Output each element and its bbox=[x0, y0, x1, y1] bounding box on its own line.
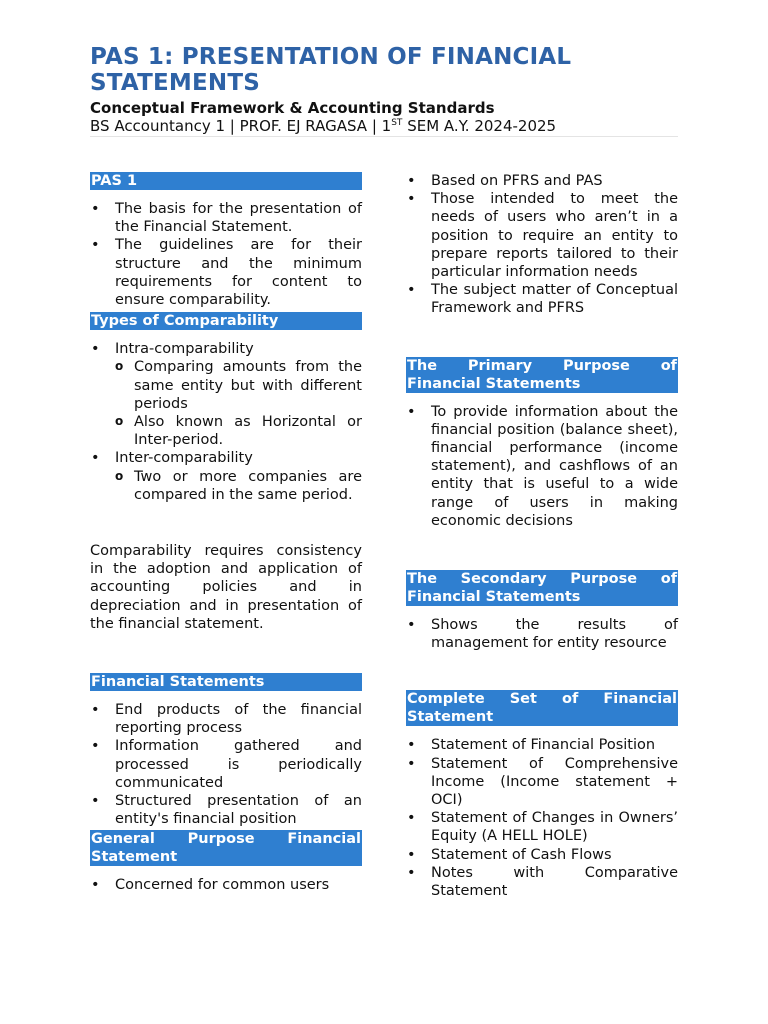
list-item-label: Inter-comparability bbox=[115, 450, 253, 467]
sub-list-item: o Also known as Horizontal or Inter-period. bbox=[115, 413, 362, 449]
list-item: • Structured presentation of an entity's financial position bbox=[90, 792, 362, 828]
sub-list-item: o Two or more companies are compared in the same period. bbox=[115, 468, 362, 504]
list-item-label: Intra-comparability bbox=[115, 341, 254, 358]
section-heading-secondary-purpose: The Secondary Purpose of Financial Statements bbox=[407, 571, 677, 606]
intra-sub-list bbox=[115, 358, 362, 449]
list-item: • The subject matter of Conceptual Framework and PFRS bbox=[406, 281, 678, 317]
course-info-suffix: SEM A.Y. 2024-2025 bbox=[402, 117, 557, 135]
section-heading-complete-set: Complete Set of Financial Statement bbox=[407, 691, 677, 726]
section-heading-financial-statements: Financial Statements bbox=[90, 673, 362, 691]
section-heading-general-purpose-fs: General Purpose Financial Statement bbox=[91, 831, 361, 866]
list-item: • Those intended to meet the needs of users who aren’t in a position to require an entity to prepare reports tailored to their particular information needs bbox=[406, 190, 678, 281]
section-heading-pas1: PAS 1 bbox=[90, 172, 362, 190]
list-item: • Concerned for common users bbox=[90, 876, 362, 894]
right-column bbox=[406, 172, 678, 900]
header-divider bbox=[90, 136, 678, 137]
page-title: PAS 1: PRESENTATION OF FINANCIAL STATEMENTS bbox=[90, 44, 572, 96]
list-item: • End products of the financial reporting process bbox=[90, 701, 362, 737]
comparability-paragraph: Comparability requires consistency in the adoption and application of accounting policies and in depreciation and in presentation of the financial statement. bbox=[90, 543, 362, 632]
list-item: • Shows the results of management for entity resource bbox=[406, 616, 678, 652]
pas-basis-list bbox=[406, 172, 678, 318]
page-subtitle: Conceptual Framework & Accounting Standards bbox=[90, 99, 495, 117]
course-info-prefix: BS Accountancy 1 | PROF. EJ RAGASA | 1 bbox=[90, 117, 392, 135]
comparability-list bbox=[90, 340, 362, 504]
secondary-purpose-list bbox=[406, 616, 678, 652]
list-item: • Statement of Changes in Owners’ Equity (A HELL HOLE) bbox=[406, 809, 678, 845]
gpfs-list bbox=[90, 876, 362, 894]
section-heading-primary-purpose: The Primary Purpose of Financial Statements bbox=[407, 357, 677, 392]
section-heading-types-of-comparability: Types of Comparability bbox=[90, 312, 362, 330]
sub-list-item: o Comparing amounts from the same entity but with different periods bbox=[115, 358, 362, 413]
primary-purpose-list bbox=[406, 403, 678, 530]
left-column bbox=[90, 172, 362, 895]
financial-statements-list bbox=[90, 701, 362, 828]
course-info-sup: ST bbox=[391, 118, 403, 128]
list-item-inter-comparability bbox=[90, 449, 362, 504]
inter-sub-list bbox=[115, 468, 362, 504]
list-item: • Statement of Comprehensive Income (Income statement + OCI) bbox=[406, 755, 678, 810]
list-item: • Statement of Cash Flows bbox=[406, 846, 678, 864]
pas1-list bbox=[90, 200, 362, 309]
list-item-intra-comparability bbox=[90, 340, 362, 449]
list-item: • Statement of Financial Position bbox=[406, 736, 678, 754]
list-item: • Based on PFRS and PAS bbox=[406, 172, 678, 190]
course-info bbox=[90, 117, 556, 136]
complete-set-list bbox=[406, 736, 678, 900]
list-item: • Notes with Comparative Statement bbox=[406, 864, 678, 900]
list-item: • The guidelines are for their structure and the minimum requirements for content to ensure comparability. bbox=[90, 236, 362, 309]
list-item: • Information gathered and processed is periodically communicated bbox=[90, 737, 362, 792]
list-item: • To provide information about the financial position (balance sheet), financial performance (income statement), and cashflows of an entity that is useful to a wide range of users in making economic decisions bbox=[406, 403, 678, 530]
list-item: • The basis for the presentation of the Financial Statement. bbox=[90, 200, 362, 236]
